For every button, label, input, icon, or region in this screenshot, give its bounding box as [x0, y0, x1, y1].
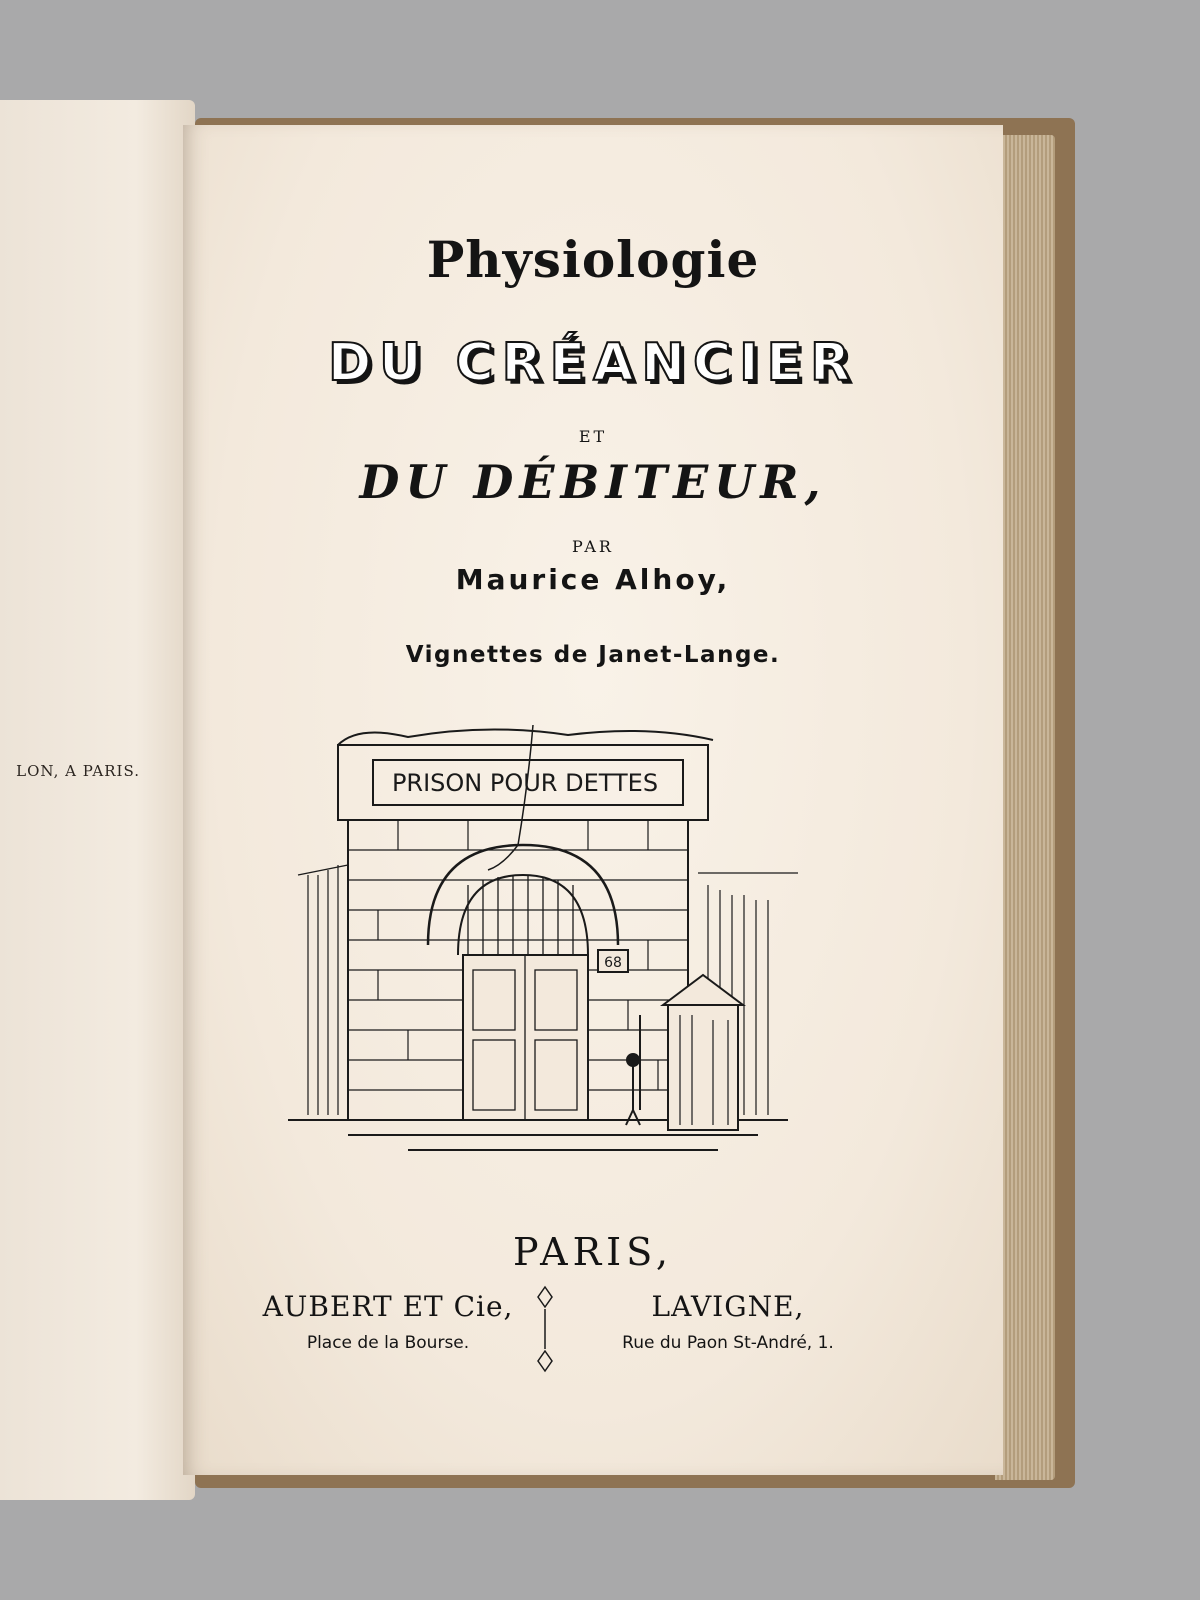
- publisher-block-1: [243, 1290, 533, 1353]
- left-page-imprint: LON, A PARIS.: [16, 762, 140, 780]
- publisher-block-2: [583, 1290, 873, 1353]
- prison-gate-engraving: [288, 725, 808, 1170]
- title-page: [183, 125, 1003, 1475]
- publisher-address-2: Rue du Paon St-André, 1.: [622, 1333, 834, 1353]
- by-line: PAR: [572, 537, 614, 556]
- author-name: Maurice Alhoy,: [455, 563, 731, 596]
- illustrator-credit: Vignettes de Janet-Lange.: [405, 642, 781, 668]
- title-line-3: DU DÉBITEUR,: [359, 455, 827, 509]
- ornamental-divider: [533, 1285, 557, 1375]
- imprint-city: PARIS,: [513, 1230, 673, 1274]
- title-line-1: Physiologie: [426, 230, 760, 289]
- title-line-2: DU CRÉANCIER: [327, 333, 859, 393]
- left-page: [0, 100, 195, 1500]
- vignette-house-number: 68: [604, 955, 622, 971]
- publisher-name-2: LAVIGNE,: [651, 1290, 805, 1323]
- publisher-name-1: AUBERT ET Cie,: [262, 1290, 514, 1323]
- title-conjunction: ET: [578, 427, 608, 446]
- page-block-edge: [995, 135, 1055, 1480]
- publisher-address-1: Place de la Bourse.: [306, 1333, 470, 1353]
- vignette-sign-text: PRISON POUR DETTES: [391, 769, 659, 797]
